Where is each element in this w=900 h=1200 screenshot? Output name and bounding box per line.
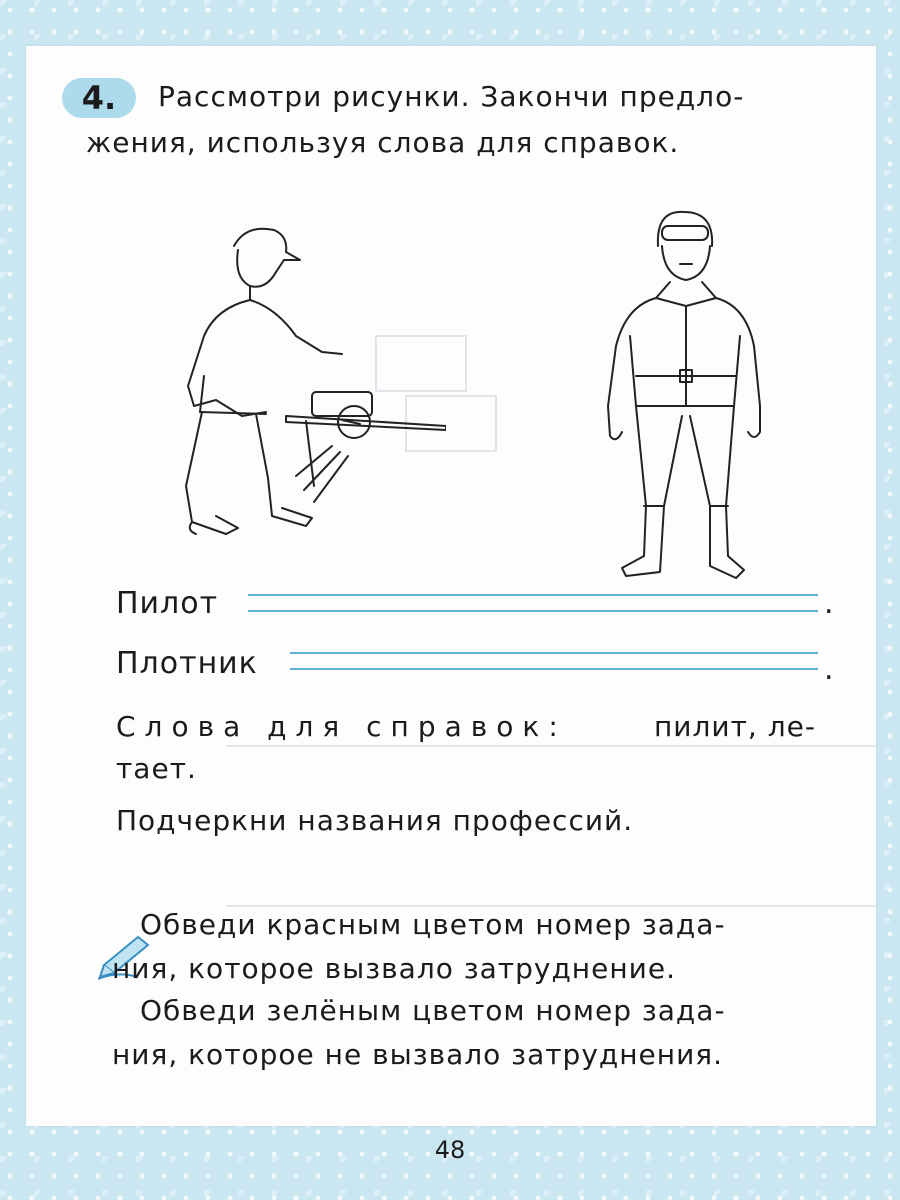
reference-words-line-2: тает.	[116, 752, 197, 785]
underline-task: Подчеркни названия профессий.	[116, 804, 634, 837]
self-check-line-2: ния, которое вызвало затруднение.	[112, 952, 676, 985]
sentence-carpenter-end: .	[824, 652, 834, 687]
carpenter-illustration	[146, 216, 446, 546]
task-number-badge[interactable]: 4.	[62, 78, 136, 118]
sentence-carpenter-start: Плотник	[116, 646, 258, 681]
instruction-line-2: жения, используя слова для справок.	[86, 126, 680, 159]
reference-label: Слова для справок:	[116, 710, 567, 743]
sentence-pilot-end: .	[824, 586, 834, 621]
workbook-page	[26, 46, 876, 1126]
pilot-illustration	[586, 206, 786, 586]
self-check-line-1: Обведи красным цветом номер зада-	[140, 908, 726, 941]
self-check-line-3: Обведи зелёным цветом номер зада-	[140, 994, 726, 1027]
page-number: 48	[434, 1136, 466, 1164]
answer-field-pilot[interactable]	[248, 594, 818, 612]
self-check-line-4: ния, которое не вызвало затруднения.	[112, 1038, 724, 1071]
reference-words-line-1: пилит, ле-	[654, 710, 816, 743]
answer-field-carpenter[interactable]	[290, 652, 818, 670]
instruction-line-1: Рассмотри рисунки. Закончи предло-	[158, 80, 745, 113]
sentence-pilot-start: Пилот	[116, 586, 219, 621]
